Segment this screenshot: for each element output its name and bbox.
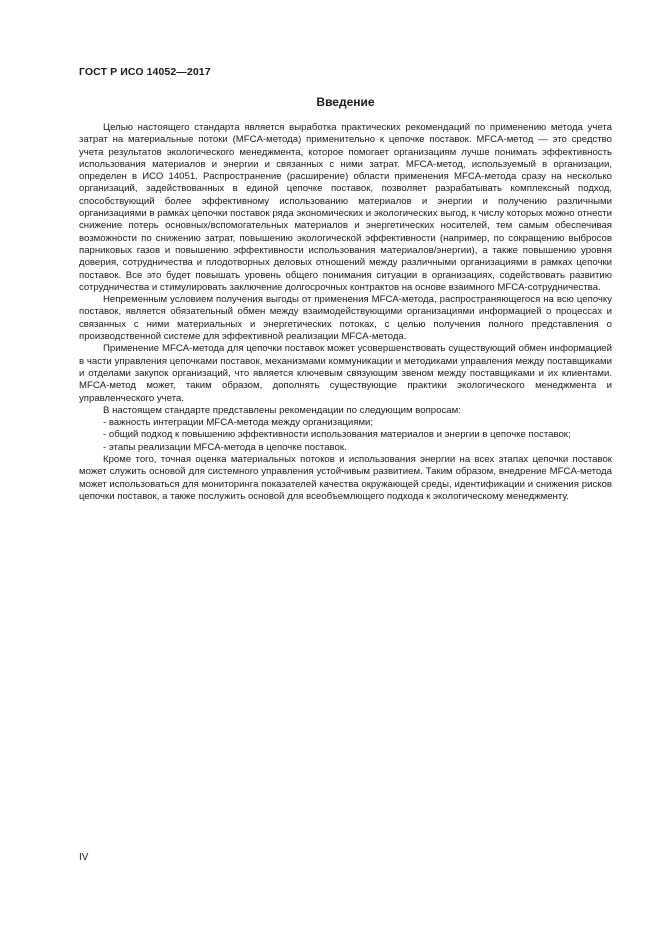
document-header: ГОСТ Р ИСО 14052—2017 bbox=[79, 66, 211, 78]
paragraph-condition: Непременным условием получения выгоды от применения MFCA-метода, распространяющегося на всю цепочку поставок, является обязательный обмен между взаимодействующими организациями информацией о процессах и связанных с ними материальных и энергетических потоках, с целью получения полного представления о производственной системе для эффективной реализации MFCA-метода. bbox=[79, 294, 612, 343]
list-item: - общий подход к повышению эффективности использования материалов и энергии в цепочке поставок; bbox=[103, 429, 571, 441]
paragraph-application: Применение MFCA-метода для цепочки поставок может усовершенствовать существующий обмен информацией в части управления цепочками поставок, механизмами коммуникации и методиками управления между поставщиками и отделами закупок организаций, что является ключевым связующим звеном между поставщиками и их клиентами. MFCA-метод может, таким образом, дополнять существующие практики экологического менеджмента и управленческого учета. bbox=[79, 343, 612, 404]
list-item: - важность интеграции MFCA-метода между организациями; bbox=[103, 417, 374, 429]
body-text bbox=[79, 122, 612, 503]
paragraph-conclusion: Кроме того, точная оценка материальных потоков и использования энергии на всех этапах цепочки поставок может служить основой для системного управления устойчивым развитием. Таким образом, внедрение MFCA-метода может использоваться для мониторинга показателей качества окружающей среды, идентификации и снижения рисков цепочки поставок, а также послужить основой для всеобъемлющего подхода к экологическому менеджменту. bbox=[79, 454, 612, 502]
page-number: IV bbox=[79, 852, 89, 863]
section-title: Введение bbox=[316, 95, 375, 109]
list-item: - этапы реализации MFCA-метода в цепочке поставок. bbox=[103, 441, 347, 453]
paragraph-list-intro: В настоящем стандарте представлены рекомендации по следующим вопросам: bbox=[103, 404, 461, 416]
paragraph-purpose: Целью настоящего стандарта является выработка практических рекомендаций по применению метода учета затрат на материальные потоки (MFCA-метода) применительно к цепочке поставок. MFCA-метод — это средство учета результатов экологического менеджмента, которое помогает организациям лучше понимать эффективность использования материалов и энергии и связанных с ними затрат. MFCA-метод, используемый в организации, определен в ИСО 14051. Распространение (расширение) области применения MFCA-метода сразу на несколько организаций, задействованных в единой цепочке поставок, позволяет разрабатывать комплексный подход, способствующий более эффективному использованию материалов и энергии и получению различными организациями в рамках цепочки поставок ряда экономических и экологических выгод, к числу которых можно отнести снижение потерь основных/вспомогательных материалов и энергетических носителей, тем самым обеспечивая возможности по снижению затрат, повышению экологической эффективности (например, по сокращению выбросов парниковых газов и повышению эффективности использования материалов/энергии), а также повышению уровня доверия, сотрудничества и плодотворных деловых отношений между различными организациями в рамках цепочки поставок. Все это будет повышать уровень общего понимания ситуации в организациях, содействовать развитию сотрудничества и стимулировать заключение долгосрочных контрактов на основе взаимного MFCA-сотрудничества. bbox=[79, 122, 612, 293]
